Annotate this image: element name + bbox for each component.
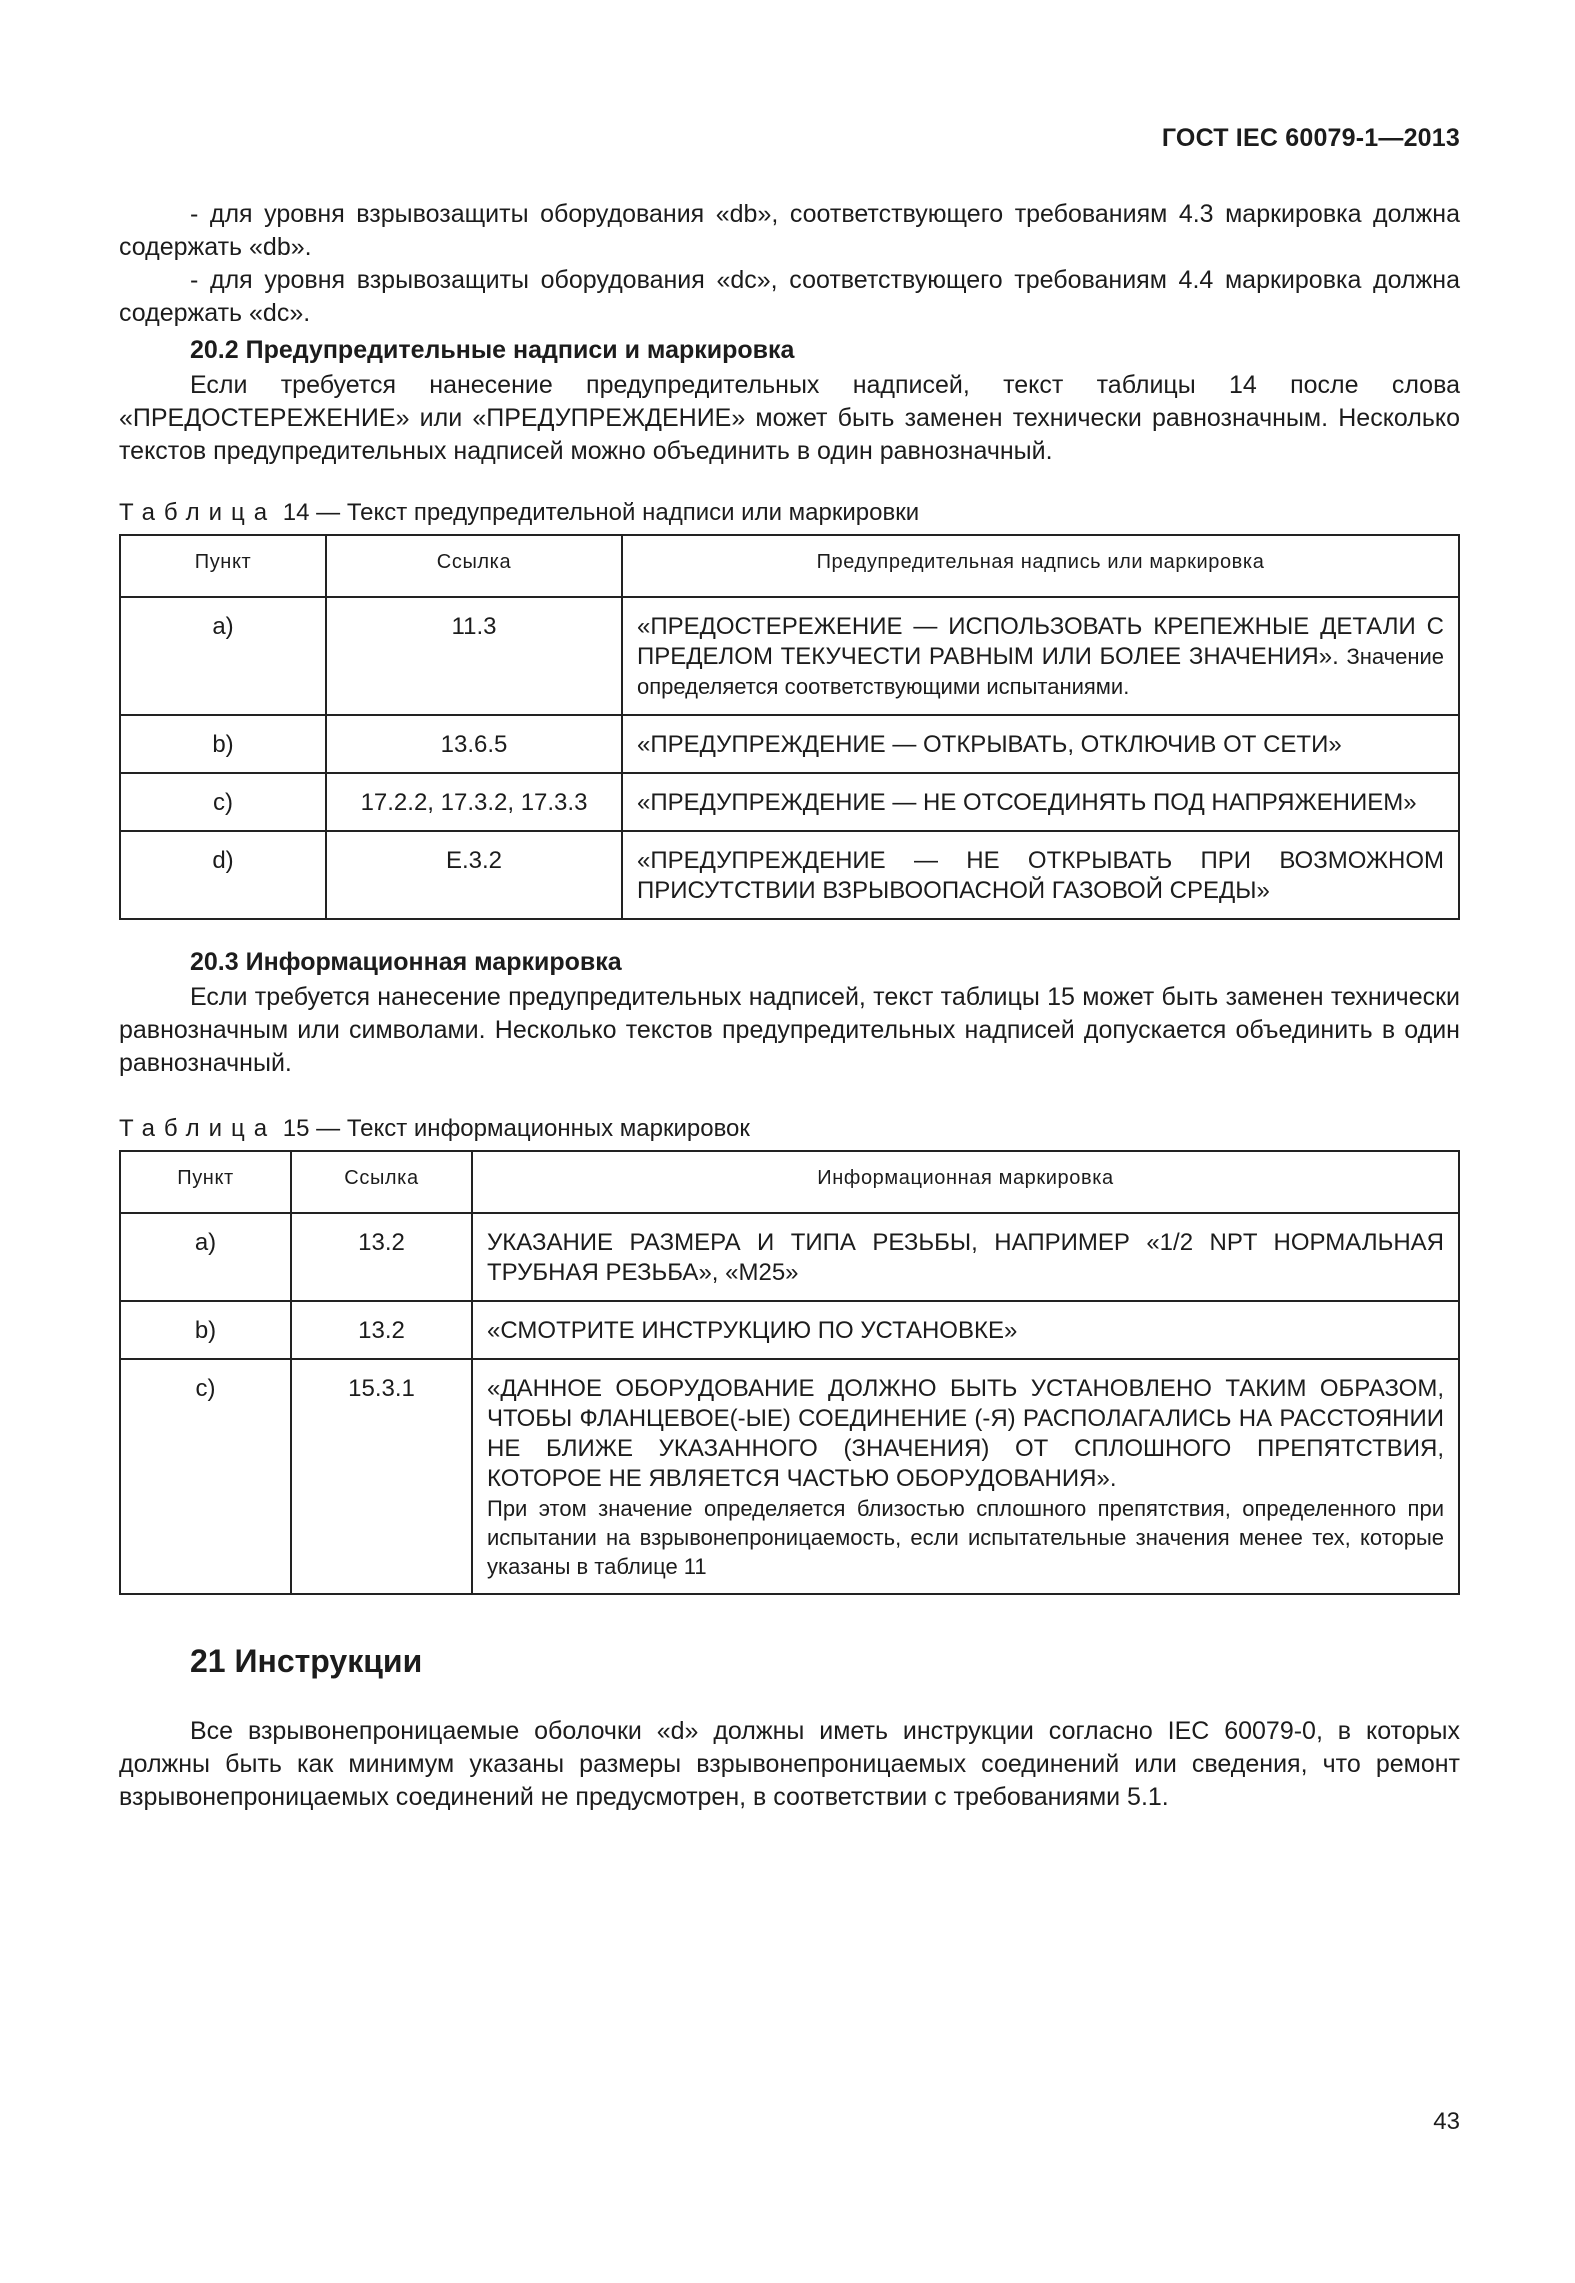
table14-text-cell: «ПРЕДУПРЕЖДЕНИЕ — ОТКРЫВАТЬ, ОТКЛЮЧИВ ОТ СЕТИ»	[622, 715, 1459, 773]
table14-caption-label: Таблица	[119, 499, 277, 526]
section-20-3-heading: 20.3 Информационная маркировка	[190, 948, 622, 976]
table15-text: «ДАННОЕ ОБОРУДОВАНИЕ ДОЛЖНО БЫТЬ УСТАНОВЛЕНО ТАКИМ ОБРАЗОМ, ЧТОБЫ ФЛАНЦЕВОЕ(-ЫЕ) СОЕДИНЕНИЕ (-Я) РАСПОЛАГАЛИСЬ НА РАССТОЯНИИ НЕ БЛИЖЕ УКАЗАННОГО (ЗНАЧЕНИЯ) ОТ СПЛОШНОГО ПРЕПЯТСТВИЯ, КОТОРОЕ НЕ ЯВЛЯЕТСЯ ЧАСТЬЮ ОБОРУДОВАНИЯ».	[487, 1375, 1444, 1492]
table15-note: При этом значение определяется близостью сплошного препятствия, определенного при испытании на взрывонепроницаемость, если испытательные значения менее тех, которые указаны в таблице 11	[487, 1496, 1444, 1579]
table14-item-cell: a)	[120, 597, 326, 715]
table-row	[120, 597, 1459, 715]
document-id: ГОСТ IEC 60079-1—2013	[1161, 124, 1460, 152]
page-content	[119, 198, 1460, 1814]
table15-caption	[119, 1114, 1460, 1144]
table15-item-cell: b)	[120, 1301, 291, 1359]
section-21-heading: 21 Инструкции	[190, 1643, 423, 1679]
table15-header-ref: Ссылка	[291, 1151, 472, 1204]
table14-text-cell	[622, 597, 1459, 715]
table15-ref-cell: 15.3.1	[291, 1359, 472, 1594]
table15-ref-cell: 13.2	[291, 1301, 472, 1359]
table-row	[120, 1301, 1459, 1359]
page-number: 43	[1433, 2108, 1460, 2135]
table15-text-cell	[472, 1359, 1459, 1594]
table15-ref-cell: 13.2	[291, 1213, 472, 1301]
table14-item-cell: b)	[120, 715, 326, 773]
section-20-2-heading: 20.2 Предупредительные надписи и маркировка	[190, 336, 795, 364]
table14-caption-text: 14 — Текст предупредительной надписи или маркировки	[282, 499, 920, 526]
table-14	[119, 534, 1460, 920]
table-row	[120, 831, 1459, 919]
table14-header-text: Предупредительная надпись или маркировка	[622, 535, 1459, 588]
table15-caption-text: 15 — Текст информационных маркировок	[282, 1115, 750, 1142]
table14-item-cell: d)	[120, 831, 326, 919]
table15-header-row	[120, 1151, 1459, 1204]
table15-text-cell: «СМОТРИТЕ ИНСТРУКЦИЮ ПО УСТАНОВКЕ»	[472, 1301, 1459, 1359]
table14-header-item: Пункт	[120, 535, 326, 588]
section-20-2-text: Если требуется нанесение предупредительных надписей, текст таблицы 14 после слова «ПРЕДОСТЕРЕЖЕНИЕ» или «ПРЕДУПРЕЖДЕНИЕ» может быть заменен технически равнозначным. Несколько текстов предупредительных надписей можно объединить в один равнозначный.	[119, 371, 1460, 465]
table14-note: Значение определяется соответствующими испытаниями.	[637, 644, 1444, 699]
table14-header-row	[120, 535, 1459, 588]
intro-paragraph-db: - для уровня взрывозащиты оборудования «db», соответствующего требованиям 4.3 маркировка должна содержать «db».	[119, 200, 1460, 261]
table14-header-ref: Ссылка	[326, 535, 622, 588]
table14-text-cell: «ПРЕДУПРЕЖДЕНИЕ — НЕ ОТКРЫВАТЬ ПРИ ВОЗМОЖНОМ ПРИСУТСТВИИ ВЗРЫВООПАСНОЙ ГАЗОВОЙ СРЕДЫ»	[622, 831, 1459, 919]
table-row	[120, 773, 1459, 831]
table14-ref-cell: 11.3	[326, 597, 622, 715]
table-15	[119, 1150, 1460, 1595]
table15-header-item: Пункт	[120, 1151, 291, 1204]
table15-header-gap	[120, 1204, 1459, 1213]
table14-text-cell: «ПРЕДУПРЕЖДЕНИЕ — НЕ ОТСОЕДИНЯТЬ ПОД НАПРЯЖЕНИЕМ»	[622, 773, 1459, 831]
table14-text: «ПРЕДОСТЕРЕЖЕНИЕ — ИСПОЛЬЗОВАТЬ КРЕПЕЖНЫЕ ДЕТАЛИ С ПРЕДЕЛОМ ТЕКУЧЕСТИ РАВНЫМ ИЛИ БОЛЕЕ ЗНАЧЕНИЯ».	[637, 613, 1444, 670]
table14-ref-cell: 13.6.5	[326, 715, 622, 773]
table15-header-text: Информационная маркировка	[472, 1151, 1459, 1204]
table-row	[120, 1213, 1459, 1301]
section-20-3-text: Если требуется нанесение предупредительных надписей, текст таблицы 15 может быть заменен технически равнозначным или символами. Несколько текстов предупредительных надписей допускается объединить в один равнозначный.	[119, 983, 1460, 1077]
table-row	[120, 715, 1459, 773]
table15-item-cell: a)	[120, 1213, 291, 1301]
table-row	[120, 1359, 1459, 1594]
table14-item-cell: c)	[120, 773, 326, 831]
table15-text-cell: УКАЗАНИЕ РАЗМЕРА И ТИПА РЕЗЬБЫ, НАПРИМЕР «1/2 NPT НОРМАЛЬНАЯ ТРУБНАЯ РЕЗЬБА», «M25»	[472, 1213, 1459, 1301]
section-21-text: Все взрывонепроницаемые оболочки «d» должны иметь инструкции согласно IEC 60079-0, в которых должны быть как минимум указаны размеры взрывонепроницаемых соединений или сведения, что ремонт взрывонепроницаемых соединений не предусмотрен, в соответствии с требованиями 5.1.	[119, 1717, 1460, 1811]
table14-header-gap	[120, 588, 1459, 597]
table15-caption-label: Таблица	[119, 1115, 277, 1142]
table15-item-cell: c)	[120, 1359, 291, 1594]
table14-caption	[119, 498, 1460, 528]
table14-ref-cell: 17.2.2, 17.3.2, 17.3.3	[326, 773, 622, 831]
intro-paragraph-dc: - для уровня взрывозащиты оборудования «dc», соответствующего требованиям 4.4 маркировка должна содержать «dc».	[119, 266, 1460, 327]
table14-ref-cell: E.3.2	[326, 831, 622, 919]
